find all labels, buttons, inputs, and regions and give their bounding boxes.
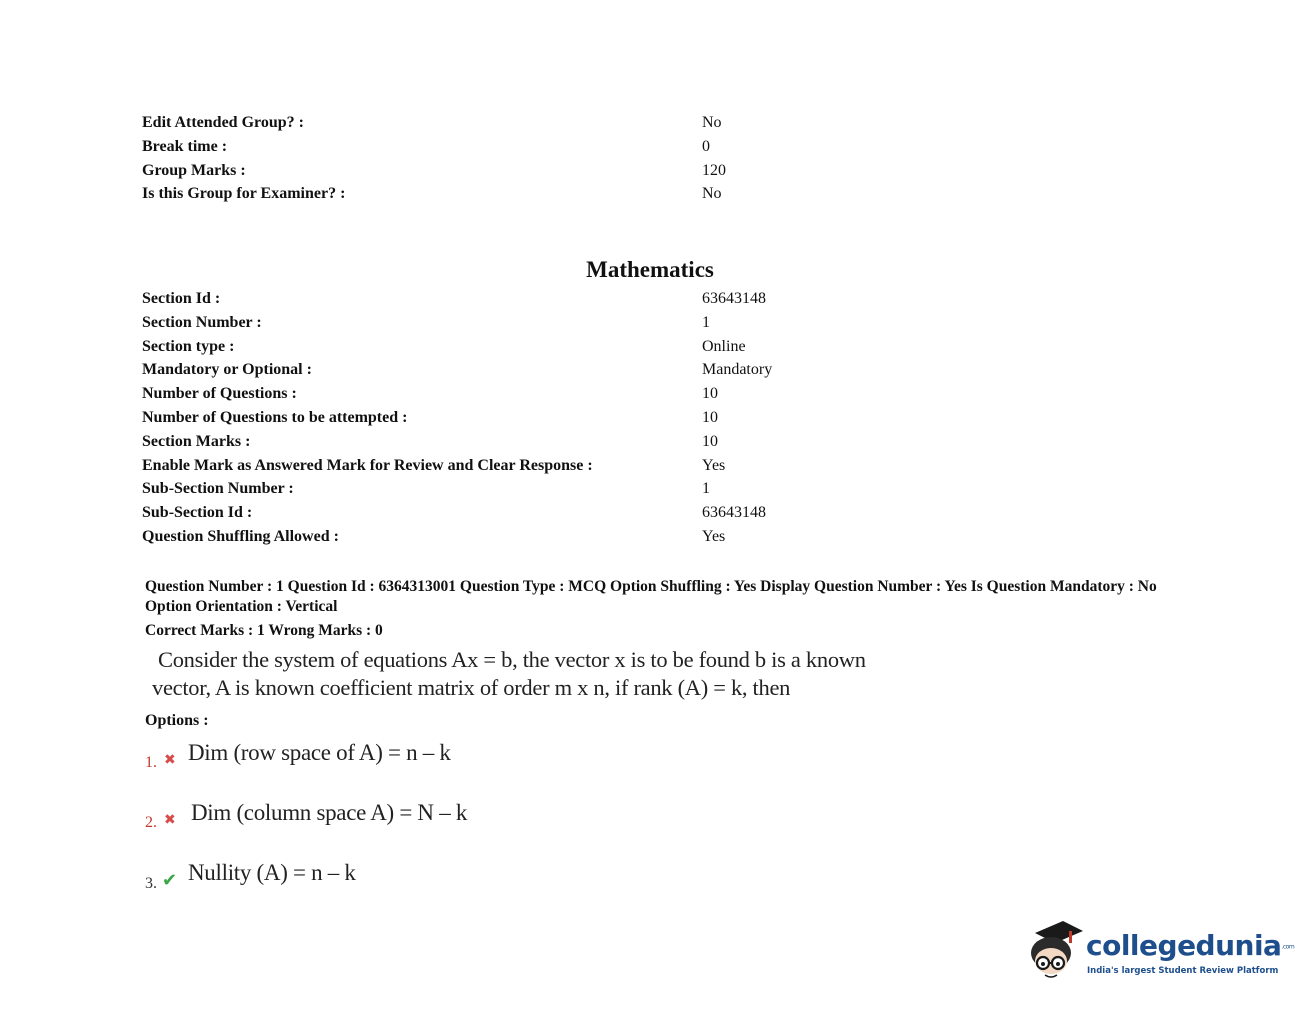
- field-value: Mandatory: [702, 361, 773, 379]
- field-value: 120: [702, 161, 726, 179]
- field-value: Online: [702, 337, 746, 355]
- field-label: Is this Group for Examiner? :: [142, 185, 346, 203]
- field-value: 1: [702, 313, 710, 331]
- question-marks: Correct Marks : 1 Wrong Marks : 0: [145, 622, 383, 639]
- group-row-break-time: [142, 135, 842, 159]
- question-text-line-2: vector, A is known coefficient matrix of order m x n, if rank (A) = k, then: [152, 675, 791, 700]
- mascot-graduate-icon: [1025, 917, 1087, 989]
- group-row-edit-attended: [142, 111, 842, 135]
- field-label: Break time :: [142, 137, 228, 155]
- cross-icon: ✖: [164, 813, 176, 828]
- group-row-examiner: [142, 182, 842, 206]
- check-icon: ✔: [162, 870, 178, 890]
- field-value: 63643148: [702, 504, 766, 522]
- section-row: [142, 335, 842, 359]
- field-label: Number of Questions :: [142, 385, 297, 403]
- section-row: [142, 287, 842, 311]
- collegedunia-logo: [1025, 917, 1295, 992]
- field-label: Edit Attended Group? :: [142, 114, 304, 131]
- option-number: 1.: [145, 754, 157, 771]
- field-value: 10: [702, 408, 718, 426]
- field-label: Sub-Section Id :: [142, 504, 253, 522]
- field-value: Yes: [702, 527, 726, 545]
- section-row: [142, 525, 842, 549]
- field-label: Section Id :: [142, 290, 221, 307]
- option-text: Dim (row space of A) = n – k: [188, 740, 451, 765]
- field-value: 0: [702, 137, 710, 155]
- option-number: 2.: [145, 814, 157, 831]
- section-title: Mathematics: [586, 257, 714, 282]
- section-row: [142, 430, 842, 454]
- section-row: [142, 358, 842, 382]
- field-value: No: [702, 185, 722, 203]
- field-label: Section type :: [142, 337, 235, 355]
- field-value: Yes: [702, 456, 726, 474]
- field-value: 10: [702, 432, 718, 450]
- field-label: Group Marks :: [142, 161, 246, 179]
- group-row-group-marks: [142, 159, 842, 183]
- option-text: Dim (column space A) = N – k: [191, 800, 468, 825]
- field-value: No: [702, 114, 722, 131]
- field-value: 1: [702, 480, 710, 498]
- field-value: 10: [702, 385, 718, 403]
- section-row: [142, 454, 842, 478]
- section-info: [142, 287, 842, 549]
- question-text: [152, 646, 972, 702]
- section-row: [142, 382, 842, 406]
- field-label: Section Marks :: [142, 432, 251, 450]
- question-text-line-1: Consider the system of equations Ax = b, the vector x is to be found b is a known: [158, 647, 866, 672]
- section-row: [142, 311, 842, 335]
- field-label: Section Number :: [142, 313, 262, 331]
- field-label: Sub-Section Number :: [142, 480, 294, 498]
- field-label: Question Shuffling Allowed :: [142, 527, 339, 545]
- question-meta: Question Number : 1 Question Id : 6364313001 Question Type : MCQ Option Shuffling : Yes Display Question Number : Yes Is Question Mandatory : No Option Orientation : Vertical: [145, 578, 1157, 615]
- field-label: Number of Questions to be attempted :: [142, 408, 408, 426]
- logo-wordmark: collegedunia.com: [1086, 929, 1295, 962]
- field-value: 63643148: [702, 290, 766, 307]
- options-label: Options :: [145, 712, 209, 729]
- section-row: [142, 501, 842, 525]
- section-row: [142, 406, 842, 430]
- cross-icon: ✖: [164, 753, 176, 768]
- section-row: [142, 477, 842, 501]
- logo-tagline: India's largest Student Review Platform: [1087, 966, 1279, 976]
- option-number: 3.: [145, 875, 157, 892]
- field-label: Mandatory or Optional :: [142, 361, 312, 379]
- group-info: [142, 111, 842, 206]
- field-label: Enable Mark as Answered Mark for Review and Clear Response :: [142, 456, 593, 474]
- option-text: Nullity (A) = n – k: [188, 860, 356, 885]
